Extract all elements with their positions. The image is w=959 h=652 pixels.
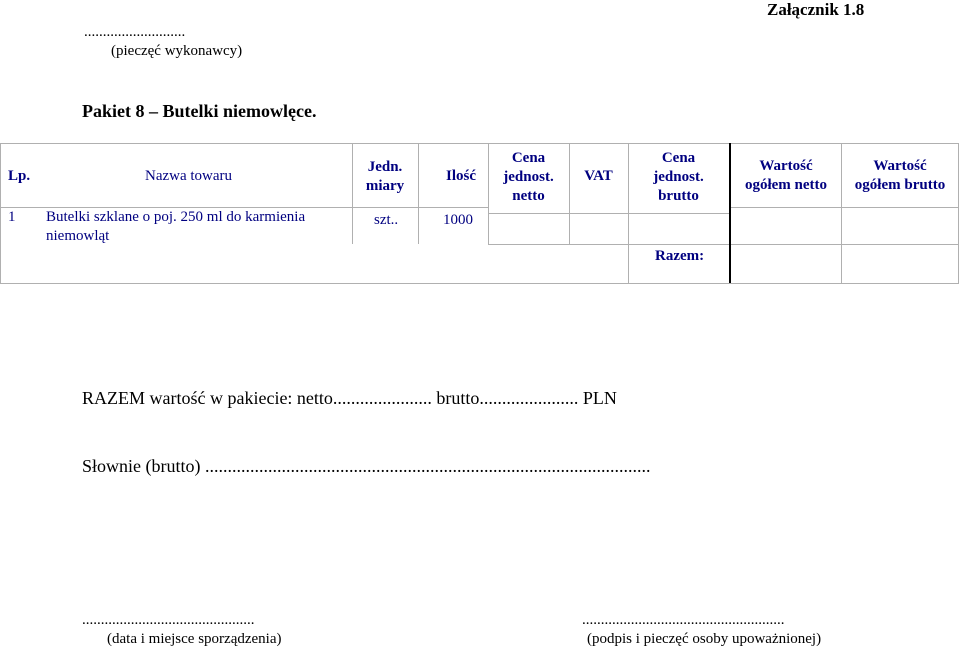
signature-dots: ...................................................... xyxy=(582,612,785,628)
grid-line xyxy=(569,143,570,244)
header-unit-2: miary xyxy=(365,178,405,194)
grid-line xyxy=(488,244,959,245)
header-lp: Lp. xyxy=(8,168,31,184)
grid-line xyxy=(0,143,959,144)
header-net-price-2: jednost. xyxy=(503,169,554,185)
row-lp: 1 xyxy=(8,209,16,225)
page-title: Pakiet 8 – Butelki niemowlęce. xyxy=(82,101,317,121)
grid-line xyxy=(730,207,959,208)
header-total-gross-1: Wartość xyxy=(873,158,927,174)
header-gross-price-2: jednost. xyxy=(653,169,704,185)
grid-line xyxy=(624,213,730,214)
grid-line xyxy=(488,213,624,214)
stamp-label: (pieczęć wykonawcy) xyxy=(111,43,243,59)
signature-label: (podpis i pieczęć osoby upoważnionej) xyxy=(587,631,822,647)
grid-line xyxy=(0,283,959,284)
date-dots: .............................................. xyxy=(82,612,255,628)
header-vat: VAT xyxy=(584,168,613,184)
grid-line xyxy=(418,143,419,244)
header-total-net-1: Wartość xyxy=(759,158,813,174)
date-place-label: (data i miejsce sporządzenia) xyxy=(107,631,282,647)
row-name-1: Butelki szklane o poj. 250 ml do karmienia xyxy=(46,209,306,225)
header-gross-price-1: Cena xyxy=(661,150,696,166)
header-name: Nazwa towaru xyxy=(145,168,233,184)
annex-label: Załącznik 1.8 xyxy=(767,0,865,19)
header-net-price-1: Cena xyxy=(511,150,546,166)
grid-line xyxy=(0,143,1,283)
row-name-2: niemowląt xyxy=(46,228,110,244)
row-unit: szt.. xyxy=(374,212,399,228)
header-gross-price-3: brutto xyxy=(658,188,699,204)
header-unit-1: Jedn. xyxy=(367,159,403,175)
sum-label: Razem: xyxy=(655,248,705,264)
header-total-net-2: ogółem netto xyxy=(744,177,828,193)
header-total-gross-2: ogółem brutto xyxy=(854,177,946,193)
row-qty: 1000 xyxy=(443,212,473,228)
grid-line xyxy=(352,207,488,208)
header-net-price-3: netto xyxy=(512,188,545,204)
header-qty: Ilość xyxy=(446,168,476,184)
words-line: Słownie (brutto) ................................................................................................... xyxy=(82,456,651,476)
stamp-dots: ........................... xyxy=(84,24,186,40)
total-line: RAZEM wartość w pakiecie: netto...................... brutto...................... PLN xyxy=(82,388,617,408)
